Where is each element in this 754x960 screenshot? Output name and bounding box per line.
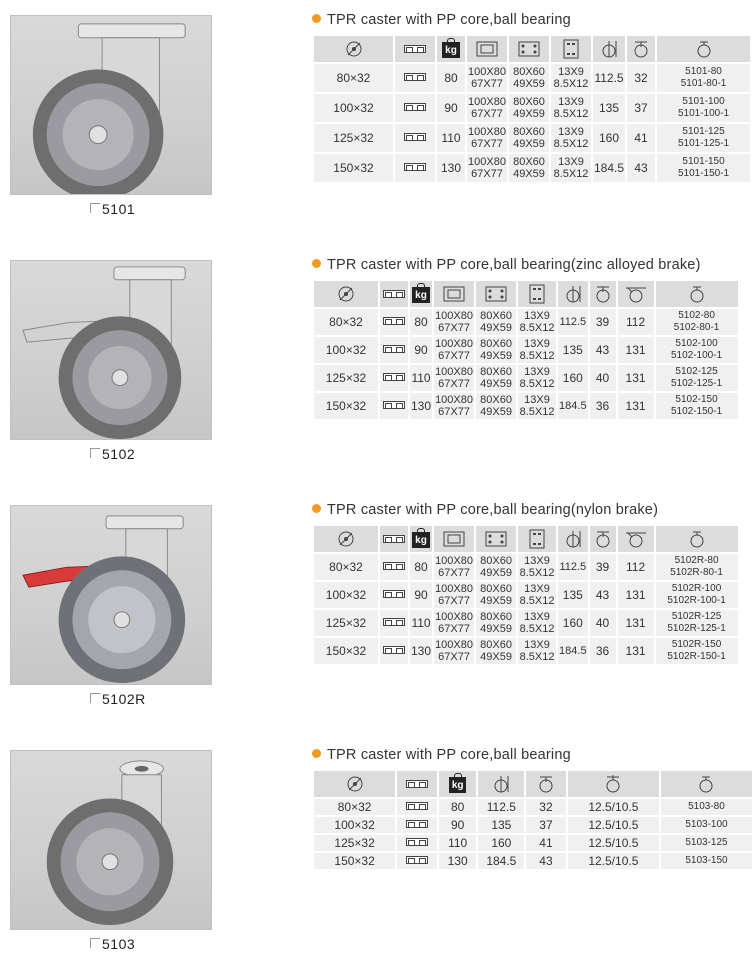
slot-size: 13X9 8.5X12 bbox=[519, 338, 555, 362]
wheel-size: 100×32 bbox=[314, 94, 393, 122]
wheel-size: 80×32 bbox=[314, 309, 378, 335]
slot-size: 13X9 8.5X12 bbox=[519, 394, 555, 418]
offset-value: 36 bbox=[590, 638, 616, 664]
plate-size: 100X80 67X77 bbox=[435, 555, 473, 579]
slot-size: 13X9 8.5X12 bbox=[519, 611, 555, 635]
offset-value: 41 bbox=[627, 124, 655, 152]
spec-row bbox=[314, 853, 752, 869]
model-codes: 5102R-125 5102R-125-1 bbox=[656, 610, 738, 636]
load-capacity-kg-icon: kg bbox=[410, 281, 432, 307]
wheel-width-icon bbox=[397, 771, 437, 797]
offset-value: 43 bbox=[627, 154, 655, 182]
wheel-size: 125×32 bbox=[314, 610, 378, 636]
wheel-size: 125×32 bbox=[314, 124, 393, 152]
wheel-width-icon bbox=[383, 562, 405, 570]
wheel-width-icon bbox=[383, 317, 405, 325]
load-value: 90 bbox=[439, 817, 477, 833]
wheel-width-icon bbox=[383, 345, 405, 353]
wheel-diameter-icon bbox=[314, 281, 378, 307]
load-value: 130 bbox=[439, 853, 477, 869]
width-icon-cell bbox=[395, 154, 435, 182]
width-icon-cell bbox=[397, 817, 437, 833]
height-value: 184.5 bbox=[593, 154, 625, 182]
section-title: TPR caster with PP core,ball bearing bbox=[312, 747, 571, 763]
slot-size: 13X9 8.5X12 bbox=[519, 310, 555, 334]
overall-height-icon bbox=[558, 281, 588, 307]
spec-table bbox=[312, 34, 752, 184]
wheel-size: 100×32 bbox=[314, 817, 395, 833]
offset-value: 40 bbox=[590, 610, 616, 636]
model-code-icon bbox=[661, 771, 752, 797]
wheel-width-icon bbox=[380, 281, 408, 307]
model-code-icon bbox=[656, 281, 738, 307]
spec-row bbox=[314, 582, 738, 608]
width-icon-cell bbox=[380, 638, 408, 664]
product-section-5103 bbox=[0, 735, 754, 960]
wheel-width-icon bbox=[383, 590, 405, 598]
wheel-diameter-icon bbox=[314, 771, 395, 797]
bolt-hole-diameter-icon bbox=[568, 771, 659, 797]
height-value: 184.5 bbox=[558, 393, 588, 419]
wheel-width-icon bbox=[404, 133, 426, 141]
brake-value: 131 bbox=[618, 610, 654, 636]
wheel-width-icon bbox=[383, 646, 405, 654]
hole-spacing: 80X60 49X59 bbox=[476, 365, 516, 391]
height-value: 160 bbox=[558, 610, 588, 636]
width-icon-cell bbox=[397, 799, 437, 815]
load-value: 130 bbox=[410, 393, 432, 419]
model-codes: 5102R-80 5102R-80-1 bbox=[656, 554, 738, 580]
height-value: 160 bbox=[558, 365, 588, 391]
wheel-width-icon bbox=[404, 163, 426, 171]
spec-row bbox=[314, 554, 738, 580]
wheel-size: 80×32 bbox=[314, 799, 395, 815]
hole-spacing: 80X60 49X59 bbox=[509, 64, 549, 92]
wheel-width-icon bbox=[404, 103, 426, 111]
height-value: 112.5 bbox=[558, 554, 588, 580]
offset-value: 43 bbox=[590, 337, 616, 363]
plate-size: 100X80 67X77 bbox=[435, 310, 473, 334]
wheel-size: 150×32 bbox=[314, 393, 378, 419]
overall-height-icon bbox=[478, 771, 524, 797]
load-value: 80 bbox=[410, 309, 432, 335]
top-plate-size-icon bbox=[434, 281, 474, 307]
caster-photo-5102R bbox=[10, 505, 212, 685]
height-value: 135 bbox=[593, 94, 625, 122]
bullet-dot-icon bbox=[312, 14, 321, 23]
spec-row bbox=[314, 94, 750, 122]
spec-header-row bbox=[314, 526, 738, 552]
plate-size: 100X80 67X77 bbox=[435, 338, 473, 362]
bullet-dot-icon bbox=[312, 259, 321, 268]
wheel-size: 150×32 bbox=[314, 638, 378, 664]
caster-wheel-with-red-brake-image bbox=[11, 506, 211, 684]
product-section-5102 bbox=[0, 245, 754, 485]
offset-value: 40 bbox=[590, 365, 616, 391]
model-number: 5103 bbox=[90, 936, 135, 952]
brake-value: 131 bbox=[618, 365, 654, 391]
offset-value: 41 bbox=[526, 835, 566, 851]
width-icon-cell bbox=[395, 64, 435, 92]
hole-spacing: 80X60 49X59 bbox=[476, 337, 516, 363]
model-codes: 5102R-150 5102R-150-1 bbox=[656, 638, 738, 664]
wheel-width-icon bbox=[380, 526, 408, 552]
bolt-hole-spacing-icon bbox=[476, 526, 516, 552]
load-value: 90 bbox=[437, 94, 465, 122]
bolt-hole-spacing-icon bbox=[476, 281, 516, 307]
spec-row bbox=[314, 610, 738, 636]
offset-value: 39 bbox=[590, 309, 616, 335]
model-number: 5102 bbox=[90, 446, 135, 462]
caster-wheel-with-brake-image bbox=[11, 261, 211, 439]
top-plate-size-icon bbox=[467, 36, 507, 62]
offset-value: 43 bbox=[590, 582, 616, 608]
swivel-offset-icon bbox=[526, 771, 566, 797]
wheel-size: 125×32 bbox=[314, 835, 395, 851]
wheel-size: 100×32 bbox=[314, 337, 378, 363]
bolt-slot-size-icon bbox=[518, 526, 556, 552]
spec-row bbox=[314, 638, 738, 664]
hole-spacing: 80X60 49X59 bbox=[476, 393, 516, 419]
section-title: TPR caster with PP core,ball bearing bbox=[312, 12, 571, 28]
wheel-diameter-icon bbox=[314, 36, 393, 62]
wheel-width-icon bbox=[383, 401, 405, 409]
width-icon-cell bbox=[380, 610, 408, 636]
spec-table bbox=[312, 524, 740, 666]
caster-wheel-bolt-hole-image bbox=[11, 751, 211, 929]
spec-row bbox=[314, 365, 738, 391]
plate-size: 100X80 67X77 bbox=[435, 394, 473, 418]
wheel-width-icon bbox=[406, 856, 428, 864]
model-code: 5103-100 bbox=[661, 817, 752, 833]
offset-value: 37 bbox=[627, 94, 655, 122]
swivel-offset-icon bbox=[590, 281, 616, 307]
load-value: 130 bbox=[410, 638, 432, 664]
plate-size: 100X80 67X77 bbox=[435, 611, 473, 635]
wheel-size: 80×32 bbox=[314, 64, 393, 92]
slot-size: 13X9 8.5X12 bbox=[519, 639, 555, 663]
load-value: 80 bbox=[439, 799, 477, 815]
section-title: TPR caster with PP core,ball bearing(nylon brake) bbox=[312, 502, 658, 518]
brake-value: 131 bbox=[618, 337, 654, 363]
load-value: 110 bbox=[410, 610, 432, 636]
plate-size: 100X80 67X77 bbox=[468, 126, 506, 150]
plate-size: 100X80 67X77 bbox=[435, 639, 473, 663]
height-value: 135 bbox=[478, 817, 524, 833]
load-value: 110 bbox=[437, 124, 465, 152]
wheel-width-icon bbox=[383, 618, 405, 626]
slot-size: 13X9 8.5X12 bbox=[551, 124, 591, 152]
slot-size: 13X9 8.5X12 bbox=[551, 64, 591, 92]
swivel-offset-icon bbox=[590, 526, 616, 552]
spec-row bbox=[314, 337, 738, 363]
offset-value: 37 bbox=[526, 817, 566, 833]
offset-value: 32 bbox=[526, 799, 566, 815]
spec-table bbox=[312, 279, 740, 421]
brake-value: 112 bbox=[618, 554, 654, 580]
overall-height-icon bbox=[558, 526, 588, 552]
hole-spacing: 80X60 49X59 bbox=[476, 582, 516, 608]
spec-header-row bbox=[314, 771, 752, 797]
width-icon-cell bbox=[380, 393, 408, 419]
model-code: 5103-150 bbox=[661, 853, 752, 869]
bolt-hole-value: 12.5/10.5 bbox=[568, 853, 659, 869]
model-codes: 5102-150 5102-150-1 bbox=[656, 393, 738, 419]
caster-photo-5103 bbox=[10, 750, 212, 930]
model-code: 5103-80 bbox=[661, 799, 752, 815]
height-value: 160 bbox=[478, 835, 524, 851]
spec-row bbox=[314, 154, 750, 182]
hole-spacing: 80X60 49X59 bbox=[476, 554, 516, 580]
plate-size: 100X80 67X77 bbox=[435, 583, 473, 607]
model-codes: 5102-125 5102-125-1 bbox=[656, 365, 738, 391]
swivel-offset-icon bbox=[627, 36, 655, 62]
width-icon-cell bbox=[380, 554, 408, 580]
model-codes: 5101-125 5101-125-1 bbox=[657, 124, 750, 152]
hole-spacing: 80X60 49X59 bbox=[509, 94, 549, 122]
brake-value: 131 bbox=[618, 582, 654, 608]
width-icon-cell bbox=[395, 124, 435, 152]
brake-height-icon bbox=[618, 526, 654, 552]
height-value: 135 bbox=[558, 337, 588, 363]
bolt-hole-value: 12.5/10.5 bbox=[568, 835, 659, 851]
slot-size: 13X9 8.5X12 bbox=[551, 94, 591, 122]
model-codes: 5101-80 5101-80-1 bbox=[657, 64, 750, 92]
offset-value: 32 bbox=[627, 64, 655, 92]
load-value: 90 bbox=[410, 582, 432, 608]
width-icon-cell bbox=[380, 582, 408, 608]
bullet-dot-icon bbox=[312, 504, 321, 513]
height-value: 112.5 bbox=[558, 309, 588, 335]
spec-row bbox=[314, 817, 752, 833]
spec-row bbox=[314, 799, 752, 815]
load-capacity-kg-icon: kg bbox=[410, 526, 432, 552]
brake-value: 131 bbox=[618, 638, 654, 664]
load-capacity-kg-icon: kg bbox=[437, 36, 465, 62]
wheel-width-icon bbox=[404, 73, 426, 81]
width-icon-cell bbox=[380, 365, 408, 391]
brake-height-icon bbox=[618, 281, 654, 307]
model-code: 5103-125 bbox=[661, 835, 752, 851]
spec-header-row bbox=[314, 36, 750, 62]
wheel-diameter-icon bbox=[314, 526, 378, 552]
hole-spacing: 80X60 49X59 bbox=[509, 124, 549, 152]
wheel-width-icon bbox=[406, 838, 428, 846]
load-value: 130 bbox=[437, 154, 465, 182]
section-title: TPR caster with PP core,ball bearing(zinc alloyed brake) bbox=[312, 257, 701, 273]
wheel-size: 150×32 bbox=[314, 853, 395, 869]
wheel-width-icon bbox=[395, 36, 435, 62]
wheel-size: 80×32 bbox=[314, 554, 378, 580]
model-codes: 5101-150 5101-150-1 bbox=[657, 154, 750, 182]
spec-table bbox=[312, 769, 754, 871]
wheel-width-icon bbox=[406, 802, 428, 810]
model-codes: 5102-80 5102-80-1 bbox=[656, 309, 738, 335]
spec-row bbox=[314, 393, 738, 419]
load-value: 90 bbox=[410, 337, 432, 363]
spec-row bbox=[314, 309, 738, 335]
offset-value: 43 bbox=[526, 853, 566, 869]
load-capacity-kg-icon: kg bbox=[439, 771, 477, 797]
width-icon-cell bbox=[395, 94, 435, 122]
offset-value: 36 bbox=[590, 393, 616, 419]
height-value: 160 bbox=[593, 124, 625, 152]
plate-size: 100X80 67X77 bbox=[468, 96, 506, 120]
slot-size: 13X9 8.5X12 bbox=[551, 154, 591, 182]
caster-wheel-image bbox=[11, 16, 211, 194]
spec-row bbox=[314, 124, 750, 152]
bolt-hole-value: 12.5/10.5 bbox=[568, 799, 659, 815]
wheel-size: 150×32 bbox=[314, 154, 393, 182]
overall-height-icon bbox=[593, 36, 625, 62]
wheel-size: 125×32 bbox=[314, 365, 378, 391]
wheel-size: 100×32 bbox=[314, 582, 378, 608]
caster-photo-5102 bbox=[10, 260, 212, 440]
height-value: 135 bbox=[558, 582, 588, 608]
load-value: 80 bbox=[410, 554, 432, 580]
brake-value: 112 bbox=[618, 309, 654, 335]
height-value: 184.5 bbox=[478, 853, 524, 869]
spec-row bbox=[314, 64, 750, 92]
model-number: 5102R bbox=[90, 691, 146, 707]
width-icon-cell bbox=[397, 853, 437, 869]
height-value: 184.5 bbox=[558, 638, 588, 664]
bolt-hole-spacing-icon bbox=[509, 36, 549, 62]
bullet-dot-icon bbox=[312, 749, 321, 758]
spec-header-row bbox=[314, 281, 738, 307]
model-code-icon bbox=[656, 526, 738, 552]
slot-size: 13X9 8.5X12 bbox=[519, 366, 555, 390]
model-number: 5101 bbox=[90, 201, 135, 217]
offset-value: 39 bbox=[590, 554, 616, 580]
slot-size: 13X9 8.5X12 bbox=[519, 555, 555, 579]
width-icon-cell bbox=[397, 835, 437, 851]
plate-size: 100X80 67X77 bbox=[435, 366, 473, 390]
wheel-width-icon bbox=[383, 373, 405, 381]
load-value: 110 bbox=[439, 835, 477, 851]
plate-size: 100X80 67X77 bbox=[468, 66, 506, 90]
bolt-hole-value: 12.5/10.5 bbox=[568, 817, 659, 833]
load-value: 80 bbox=[437, 64, 465, 92]
brake-value: 131 bbox=[618, 393, 654, 419]
hole-spacing: 80X60 49X59 bbox=[476, 610, 516, 636]
width-icon-cell bbox=[380, 337, 408, 363]
model-codes: 5102-100 5102-100-1 bbox=[656, 337, 738, 363]
hole-spacing: 80X60 49X59 bbox=[476, 638, 516, 664]
model-codes: 5102R-100 5102R-100-1 bbox=[656, 582, 738, 608]
bolt-slot-size-icon bbox=[551, 36, 591, 62]
model-codes: 5101-100 5101-100-1 bbox=[657, 94, 750, 122]
width-icon-cell bbox=[380, 309, 408, 335]
product-section-5102R bbox=[0, 490, 754, 730]
height-value: 112.5 bbox=[478, 799, 524, 815]
bolt-slot-size-icon bbox=[518, 281, 556, 307]
plate-size: 100X80 67X77 bbox=[468, 156, 506, 180]
wheel-width-icon bbox=[406, 820, 428, 828]
top-plate-size-icon bbox=[434, 526, 474, 552]
load-value: 110 bbox=[410, 365, 432, 391]
hole-spacing: 80X60 49X59 bbox=[509, 154, 549, 182]
spec-row bbox=[314, 835, 752, 851]
height-value: 112.5 bbox=[593, 64, 625, 92]
hole-spacing: 80X60 49X59 bbox=[476, 309, 516, 335]
slot-size: 13X9 8.5X12 bbox=[519, 583, 555, 607]
product-section-5101 bbox=[0, 0, 754, 240]
model-code-icon bbox=[657, 36, 750, 62]
caster-photo-5101 bbox=[10, 15, 212, 195]
